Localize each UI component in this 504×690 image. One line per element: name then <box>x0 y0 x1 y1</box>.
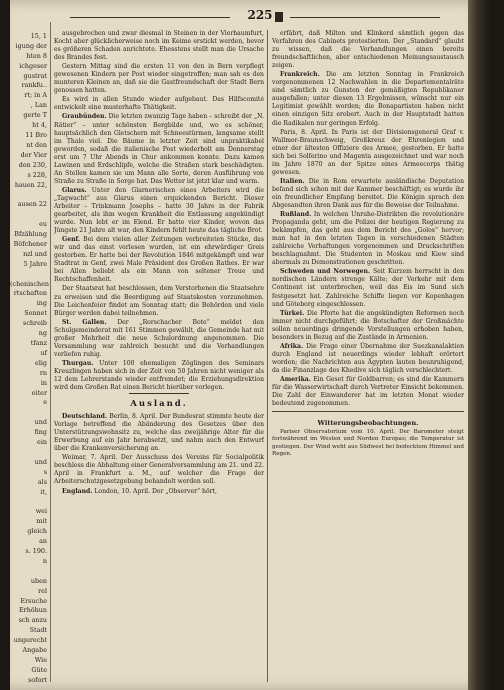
margin-fragment: rel <box>38 586 47 595</box>
article-paragraph <box>272 310 464 342</box>
article-paragraph <box>272 376 464 408</box>
article-paragraph <box>272 129 464 177</box>
margin-fragment <box>10 498 50 508</box>
article-lead: Glarus. <box>62 186 87 194</box>
header-rule-right <box>290 17 440 18</box>
article-lead: Frankreich. <box>280 71 320 79</box>
previous-page-edge <box>10 22 51 682</box>
margin-fragment: Erhöhun <box>18 606 47 615</box>
article-text: Seit Kurzem herrscht in den nordischen Ländern strenge Kälte; der Verkehr mit dem Continent ist unterbrochen, weil das Eis im Sund sich festgesetzt hat. Zahlreiche Schiffe liegen vor Kopenhagen und Göteborg eingeschlossen. <box>272 268 464 308</box>
margin-fragment: rankfu.. <box>21 81 47 90</box>
header-ornament <box>275 12 283 22</box>
margin-fragment <box>10 270 50 280</box>
article-text: Der Staatsrat hat beschlossen, dem Verstorbenen die Staatsehre zu erweisen und die Beerdigung auf Staatskosten vorzunehmen. Die Leichenfeier findet am Sonntag statt; die Behörden und viele Bürger werden dabei teilnehmen. <box>54 285 264 317</box>
section-title-ausland: Ausland. <box>130 399 188 410</box>
article-paragraph <box>272 268 464 308</box>
article-paragraph <box>54 113 264 185</box>
margin-fragment: s <box>43 467 47 476</box>
article-paragraph <box>272 211 464 267</box>
article-paragraph <box>54 63 264 95</box>
article-paragraph <box>54 360 264 392</box>
margin-fragment: gustrat <box>23 71 47 80</box>
column-divider <box>267 30 268 682</box>
margin-fragment: nt den <box>26 140 47 149</box>
margin-fragment: und <box>34 457 47 466</box>
margin-fragment: hten 8 <box>26 51 47 60</box>
column-right <box>272 30 464 682</box>
column-left <box>54 30 264 682</box>
margin-fragment: ausen 22 <box>17 200 47 209</box>
margin-fragment: Bfzählung <box>14 230 47 239</box>
article-paragraph <box>54 488 264 496</box>
article-paragraph <box>54 187 264 235</box>
article-text: Unter 100 ehemaligen Zöglingen des Seminars Kreuzlingen haben sich in der Zeit von 50 Jahren nicht weniger als 12 dem Lehrerstande wieder entfremdet; die Erziehungsdirektion wird dem Großen Rat einen Bericht hierüber vorlegen. <box>54 359 264 392</box>
margin-fragment: e <box>43 398 47 407</box>
article-text: Paris, 8. April. In Paris ist der Divisionsgeneral Graf v. Wallmer-Braunschweig, Großkreuz der Ehrenlegion und einer der ältesten Offiziere des Armee, gestorben. Er hatte sich bei Solferino und Magenta ausgezeichnet und war noch im Jahre 1870 an der Spitze eines Armeecorps thätig gewesen. <box>272 128 464 176</box>
article-text: Berlin, 8. April. Der Bundesrat stimmte heute der Vorlage betreffend die Abänderung des Gesetzes über den Unterstützungswohnsitz zu, welche das zweijährige Alter für die Erwerbung auf ein Jahr herabsetzt, und nahm auch den Entwurf über die Krankenversicherung an. <box>54 413 264 453</box>
margin-fragment <box>10 408 50 418</box>
margin-fragment: gleich <box>27 527 47 536</box>
margin-fragment <box>10 210 50 220</box>
margin-fragment: ing <box>36 299 47 308</box>
margin-fragment: 15, 1 <box>30 31 47 40</box>
margin-fragment: Sonnet <box>24 309 47 318</box>
margin-fragment: uf <box>40 348 47 357</box>
margin-fragment: und <box>34 418 47 427</box>
column-left-ausland-articles <box>54 413 264 495</box>
article-lead: Afrika. <box>280 342 304 350</box>
margin-fragment: 5 Jahre <box>23 259 47 268</box>
column-right-articles <box>272 30 464 408</box>
article-lead: Genf. <box>62 236 81 244</box>
margin-fragment: 11 Bro <box>25 130 47 139</box>
margin-fragment: , Lan <box>30 101 47 110</box>
newspaper-page <box>10 0 490 690</box>
article-paragraph <box>54 285 264 317</box>
article-paragraph <box>272 71 464 127</box>
margin-fragment: sch anzu <box>18 616 47 625</box>
article-text: Ein Geset für Goldbarren; es sind die Kammern für die Wasserwirtschaft durch Vertreter Einsicht bekommen. Die Zahl der Einwanderer hat im letzten Monat wieder bedeutend zugenommen. <box>272 375 464 408</box>
margin-fragment: Wie <box>34 656 47 664</box>
margin-fragment: eu <box>39 220 47 229</box>
margin-fragment: uben <box>30 576 47 585</box>
article-paragraph <box>54 413 264 453</box>
article-text: Unter den Glarnerischen eines Arbeiters wird die „Tagwacht“ aus Glarus einen erquickenden Bericht. Dieser Arbeiter – Trinkmann Josephs – hatte 30 Jahre in der Fabrik gearbeitet, als ihm wegen Krankheit die Entlassung angekündigt wurde. Nun lebt er im Elend. Er hatte vier Kinder, wovon das Jüngste 21 Jahre alt war, den Kindern fehlt heute das tägliche Brot. <box>54 186 264 235</box>
margin-fragment: ichgeser <box>19 61 47 70</box>
weather-title: Witterungsbeobachtungen. <box>317 419 419 428</box>
article-lead: Rußland. <box>280 211 312 219</box>
article-lead: Deutschland. <box>62 413 108 421</box>
margin-fragment: s 228, <box>27 170 47 179</box>
margin-fragment: gerte T <box>23 111 47 120</box>
header-rule-left <box>70 17 230 18</box>
article-text: Die am letzten Sonntag in Frankreich vorgenommenen 12 Nachwahlen in die Departementalräte sind sämtlich zu Gunsten der gemäßigten Republikaner ausgefallen; unter diesen 13 Ergebnissen, wünscht nur ein Legitimist gewählt worden; die Bonapartisten haben nicht einen einzigen Sitz erobert. Auch in der Hauptstadt hatten die Radikalen nur geringen Erfolg. <box>272 71 464 127</box>
book-binding <box>468 0 490 690</box>
margin-fragment: ng <box>38 329 47 338</box>
margin-fragment <box>10 448 50 458</box>
weather-rule <box>272 411 464 412</box>
article-lead: Amerika. <box>280 375 311 383</box>
article-text: Die letzten zwanzig Tage haben – schreibt der „N. Rätier“ – unter schönsten Bergbilde und, wo es schöner, hauptsächlich den Gletschern mit Schneestürmen, langsame stellt im Thale viel. Die Bäume in letzter Zeit sind unpraktikabel geworden, sodaß die italienische Post wiederholt am Donnerstag erst um 7 Uhr Abends in Chur ankommen konnte. Dazu kamen Lawinen und Erdschlipfe, welche die Straßen stark beschädigten. An Stellen kamen sie um Mann alle Sorte, deren Ausführung von Straße zu Straße in Sorge hat. Das Wetter ist jetzt klar und warm. <box>54 113 264 185</box>
margin-fragment: rt; in A <box>24 91 47 100</box>
article-text: Gestern Mittag sind die ersten 11 von den in Bern verpflegt gewesenen Kindern per Post wieder eingetroffen; man sah es den munteren Kleinen an, daß sie die Gastfreundschaft der Stadt Bern genossen hatten. <box>54 63 264 95</box>
margin-fragment: schreib <box>23 319 47 328</box>
margin-fragment: Güte <box>31 665 47 674</box>
article-text: Bei dem vielen aller Zeitungen verbreiteten Stücke, das wir und das einst verlesen wurden, ist ein ehrwürdiger Greis gestorben. Er hatte bei der Revolution 1846 mitgekämpft und war Stadtrat in Genf, zwei Male Präsident des Großen Rathes. Er war bei Allen beliebt als ein Mann von seltener Treue und Rechtschaffenheit. <box>54 236 264 284</box>
margin-fragment: Ersuche <box>20 596 47 605</box>
article-text: Der „Rorschacher Bote“ meldet den Schulgemeinderat mit 161 Stimmen gewählt, die Gemeinde hat mit großer Mehrheit die neue Schulordnung angenommen. Die Versammlung war zahlreich besucht und die Verhandlungen verliefen ruhig. <box>54 318 264 358</box>
section-rule <box>129 393 189 394</box>
margin-fragment <box>10 567 50 577</box>
margin-fragment: in <box>40 378 47 387</box>
margin-fragment: Stadt <box>29 626 47 635</box>
margin-fragment: s. 190. <box>25 547 47 556</box>
margin-fragment: it, <box>40 487 47 496</box>
margin-fragment <box>10 22 50 32</box>
article-paragraph <box>54 454 264 486</box>
margin-fragment: Böfchener <box>13 239 47 248</box>
margin-fragment <box>10 190 50 200</box>
margin-fragment: nzl und <box>23 249 47 258</box>
margin-fragment: an <box>39 537 47 546</box>
article-paragraph <box>272 343 464 375</box>
article-lead: Türkei. <box>280 309 305 317</box>
margin-fragment: mit <box>36 517 47 526</box>
article-text: ausgebrochen und zwar diesmal in Steinen in der Vierhaumfurt, Kocht aber glücklicherweise noch im Keime erstickt werden, bevor es größeren Schaden anrichtete. Ehesstens stellt man die Ursache des Brandes fest. <box>54 30 264 62</box>
margin-fragment: elig <box>35 358 47 367</box>
article-lead: Thurgau. <box>62 359 94 367</box>
page-header <box>70 8 450 28</box>
margin-fragment: Angabe <box>22 646 47 655</box>
article-text: London, 10. April. Der „Observer“ hört, <box>94 487 217 495</box>
page-number: 225 <box>247 8 273 22</box>
article-lead: England. <box>62 487 93 495</box>
article-text: erfährt, daß Milton und Klinkerd sämtlich gegen das Verfahren des Cabinets protestierten. Der „Standard“ glaubt zu wissen, daß die Verhandlungen einen bereits freundschaftlichen, aber entschiedenen Meinungsaustausch zeigen. <box>272 30 464 70</box>
margin-fragment: als <box>37 477 47 486</box>
article-text: Weimar, 7. April. Der Ausschuss des Vereins für Socialpolitik beschloss die Abhaltung einer Generalversammlung am 21. und 22. April in Frankfurt a. M., auf welcher die Frage der Arbeiterschutzgesetzgebung behandelt werden soll. <box>54 454 264 486</box>
margin-fragment: hauen 22, <box>14 180 47 189</box>
column-left-articles <box>54 30 264 392</box>
margin-fragment: ungerecht <box>13 636 47 645</box>
margin-fragment: rn <box>39 368 47 377</box>
margin-fragment: der Vier <box>20 150 47 159</box>
margin-fragment: sofort <box>28 675 47 682</box>
margin-fragment: igung der <box>15 41 47 50</box>
article-text: Es wird in allen Stunde wieder aufgebaut. Das Hilfscomité entwickelt eine musterhafte Thätigkeit. <box>54 96 264 112</box>
margin-fragment: fing <box>34 428 47 437</box>
margin-fragment: ht 4, <box>32 121 47 130</box>
margin-fragment: rtschaften <box>13 289 47 298</box>
article-paragraph <box>54 236 264 284</box>
article-lead: Graubünden. <box>62 113 107 121</box>
weather-text: Pariser Observatorium vom 10. April. Der Barometer steigt fortwährend im Westen und Norden Europas; die Temperatur ist gestiegen. Der Wind weht aus Südwest bei bedecktem Himmel und Regen. <box>272 429 464 457</box>
article-paragraph <box>54 319 264 359</box>
margin-fragment: tfanz <box>30 339 47 347</box>
margin-fragment: den 230, <box>18 160 47 169</box>
margin-fragment: ein <box>37 438 47 447</box>
article-text: In welchen Unruhe-Distrikten die revolutionäre Propaganda geht, um die Polizei der heutigen Regierung zu bekämpfen, das geht aus dem Bericht des „Golos“ hervor; man hat in den letzten Tagen in verschiedenen Städten zahlreiche Verhaftungen vorgenommen und Druckschriften beschlagnahmt. Die Studenten in Moskau und Kiew sind abermals zu Demonstrationen geschritten. <box>272 211 464 267</box>
article-paragraph <box>54 30 264 62</box>
margin-fragment: wei <box>35 507 47 516</box>
article-paragraph <box>272 178 464 210</box>
margin-fragment: n <box>42 556 47 565</box>
article-paragraph <box>54 96 264 112</box>
article-text: Die in Rom erwartete ausländische Deputation befand sich schon mit der Kammer beschäftigt; es wurde ihr ein freundlicher Empfang bereitet. Die Königin sprach den Abgesandten ihren Dank aus für die Beweise der Teilnahme. <box>272 177 464 209</box>
article-lead: Italien. <box>280 177 305 185</box>
article-lead: St. Gallen. <box>62 318 107 326</box>
article-text: Die Pforte hat die angekündigten Reformen noch immer nicht durchgeführt; die Botschafter der Großmächte sollen neuerdings dringende Vorstellungen erhoben haben, besonders in Bezug auf die Zustände in Armenien. <box>272 309 464 341</box>
article-text: Die Frage einer Übernahme der Suezkanalaktien durch England ist neuerdings wieder lebhaft erörtert worden; die Nachrichten aus Ägypten lauten beunruhigend, da die Finanzlage des Khedive sich täglich verschlechtert. <box>272 342 464 374</box>
margin-fragment: eiter <box>31 388 47 397</box>
article-paragraph <box>272 30 464 70</box>
margin-fragment: (chenischen <box>10 279 50 288</box>
article-lead: Schweden und Norwegen. <box>280 268 371 276</box>
